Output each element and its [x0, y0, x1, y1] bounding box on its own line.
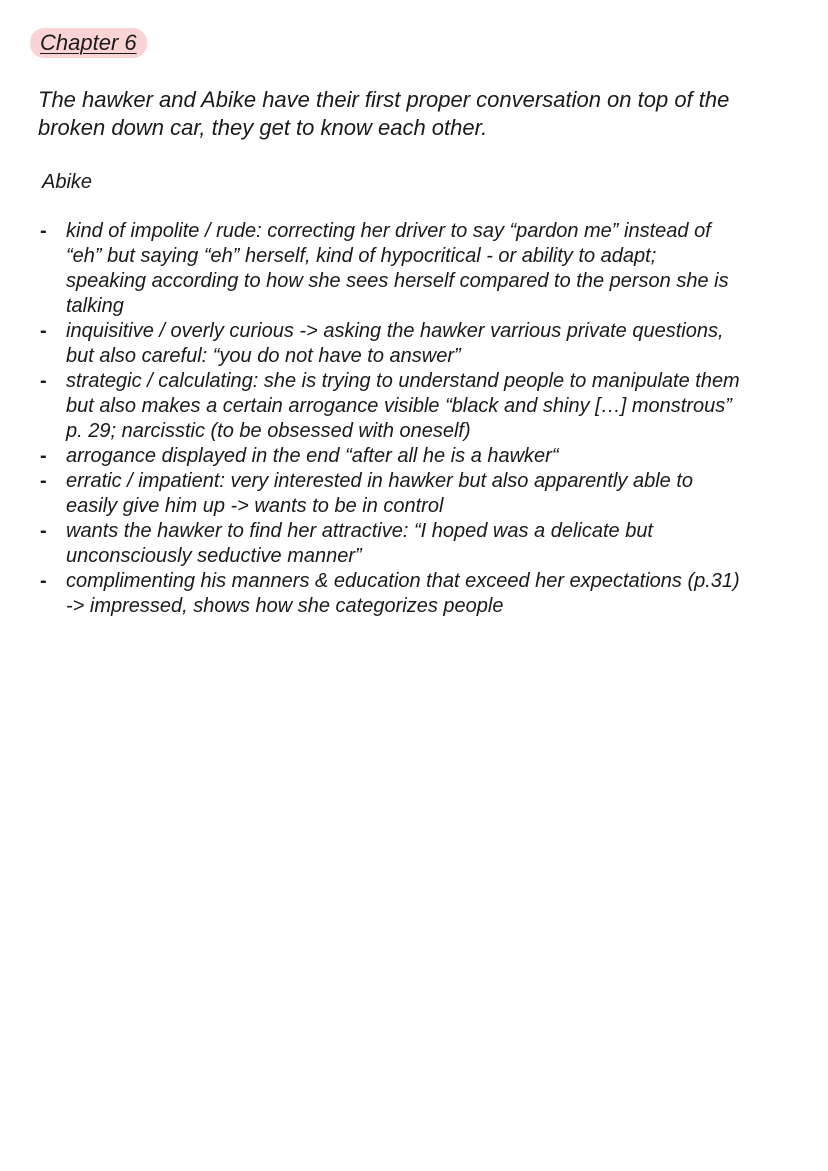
list-item	[40, 519, 740, 569]
bullet-text: erratic / impatient: very interested in hawker but also apparently able to easily give him up -> wants to be in control	[66, 470, 693, 517]
chapter-summary: The hawker and Abike have their first proper conversation on top of the broken down car, they get to know each other.	[38, 87, 730, 140]
bullet-text: complimenting his manners & education that exceed her expectations (p.31) -> impressed, shows how she categorizes people	[66, 570, 740, 617]
character-trait-list	[40, 219, 740, 619]
list-item	[40, 444, 740, 469]
bullet-text: arrogance displayed in the end “after all he is a hawker“	[66, 445, 559, 467]
bullet-text: wants the hawker to find her attractive: “I hoped was a delicate but unconsciously seductive manner”	[66, 520, 653, 567]
list-item	[40, 469, 740, 519]
list-item	[40, 319, 740, 369]
bullet-dash: -	[40, 520, 47, 542]
bullet-text: kind of impolite / rude: correcting her driver to say “pardon me” instead of “eh” but saying “eh” herself, kind of hypocritical - or ability to adapt; speaking according to how she sees herself compared to the person she is talking	[66, 220, 729, 317]
bullet-dash: -	[40, 320, 47, 342]
chapter-heading: Chapter 6	[30, 28, 147, 58]
bullet-dash: -	[40, 470, 47, 492]
bullet-dash: -	[40, 220, 47, 242]
chapter-heading-container	[30, 28, 147, 58]
bullet-dash: -	[40, 370, 47, 392]
list-item	[40, 369, 740, 444]
bullet-dash: -	[40, 570, 47, 592]
character-section-label: Abike	[42, 171, 93, 193]
bullet-text: inquisitive / overly curious -> asking the hawker varrious private questions, but also careful: “you do not have to answer”	[66, 320, 724, 367]
bullet-text: strategic / calculating: she is trying to understand people to manipulate them but also makes a certain arrogance visible “black and shiny […] monstrous” p. 29; narcisstic (to be obsessed with oneself)	[66, 370, 740, 442]
bullet-dash: -	[40, 445, 47, 467]
list-item	[40, 569, 740, 619]
list-item	[40, 219, 740, 319]
